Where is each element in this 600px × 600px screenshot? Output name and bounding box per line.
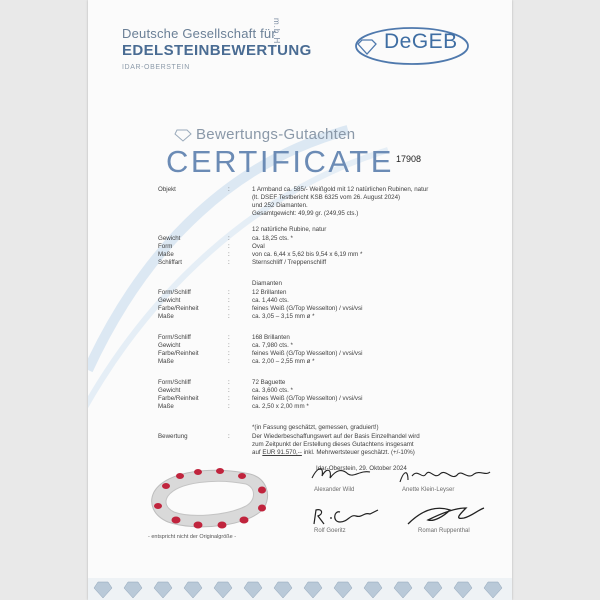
detail-colon: : [228,342,230,349]
detail-value-text: inkl. Mehrwertsteuer geschätzt. (+/-10%) [301,449,415,456]
detail-value: 12 natürliche Rubine, natur [252,226,327,233]
detail-label: Farbe/Reinheit [158,395,199,402]
org-name-line2: EDELSTEINBEWERTUNG [122,42,312,59]
detail-value: Oval [252,243,265,250]
certificate-heading: Bewertungs-Gutachten [196,126,356,143]
detail-value: 1 Armband ca. 585/- Weißgold mit 12 natürlichen Rubinen, natur [252,186,429,193]
detail-value: (lt. DSEF Testbericht KSB 6325 vom 26. August 2024) [252,194,401,201]
detail-label: Farbe/Reinheit [158,350,199,357]
detail-value: ca. 3,05 – 3,15 mm ø * [252,313,315,320]
certificate-sheet [88,0,512,600]
detail-colon: : [228,305,230,312]
detail-value-text: auf [252,449,263,456]
detail-label: Form/Schliff [158,289,191,296]
detail-value: feines Weiß (G/Top Wesselton) / vvsi/vsi [252,395,363,402]
detail-label: Bewertung [158,433,188,440]
detail-colon: : [228,243,230,250]
detail-label: Form [158,243,173,250]
place-date: Idar-Oberstein, 29. Oktober 2024 [316,465,407,472]
detail-value: und 252 Diamanten. [252,202,308,209]
detail-label: Gewicht [158,342,181,349]
detail-value [252,449,415,456]
signature-scribble-1 [308,462,378,484]
signature-scribble-4 [404,502,488,528]
detail-label: Gewicht [158,297,181,304]
detail-colon: : [228,387,230,394]
bracelet-photo [146,462,276,534]
detail-value: 168 Brillanten [252,334,290,341]
detail-colon: : [228,313,230,320]
decorative-gem-strip [88,578,512,600]
detail-label: Maße [158,313,174,320]
detail-value: Sternschliff / Treppenschliff [252,259,327,266]
photo-caption: - entspricht nicht der Originalgröße - [148,534,237,540]
detail-colon: : [228,235,230,242]
signature-name-2: Anette Klein-Leyser [402,487,455,493]
detail-colon: : [228,358,230,365]
org-city: IDAR-OBERSTEIN [122,64,190,71]
org-name-line1: Deutsche Gesellschaft für [122,26,276,41]
detail-value: 12 Brillanten [252,289,287,296]
logo-text: DeGEB [384,30,458,53]
detail-value: ca. 3,600 cts. * [252,387,293,394]
detail-label: Form/Schliff [158,379,191,386]
org-suffix: m.b.H. [272,18,281,48]
detail-label: Gewicht [158,387,181,394]
detail-colon: : [228,395,230,402]
diamond-icon [358,40,376,54]
detail-colon: : [228,379,230,386]
detail-label: Farbe/Reinheit [158,305,199,312]
detail-value: Gesamtgewicht: 49,99 gr. (249,95 cts.) [252,210,359,217]
detail-label: Gewicht [158,235,181,242]
detail-value: 72 Baguette [252,379,286,386]
detail-colon: : [228,350,230,357]
detail-value: feines Weiß (G/Top Wesselton) / vvsi/vsi [252,350,363,357]
detail-colon: : [228,433,230,440]
signature-name-4: Roman Ruppenthal [418,528,470,534]
detail-colon: : [228,297,230,304]
detail-label: Maße [158,358,174,365]
diamond-outline-icon [174,128,194,142]
detail-value: von ca. 6,44 x 5,62 bis 9,54 x 6,19 mm * [252,251,363,258]
detail-value: Diamanten [252,280,282,287]
detail-label: Maße [158,251,174,258]
detail-value: ca. 7,980 cts. * [252,342,293,349]
detail-colon: : [228,289,230,296]
detail-value: feines Weiß (G/Top Wesselton) / vvsi/vsi [252,305,363,312]
detail-value: ca. 2,00 – 2,55 mm ø * [252,358,315,365]
detail-label: Maße [158,403,174,410]
detail-colon: : [228,334,230,341]
signature-scribble-2 [396,464,492,486]
detail-value: Der Wiederbeschaffungswert auf der Basis Einzelhandel wird [252,433,420,440]
valuation-amount: EUR 91.570,-- [262,449,302,456]
signature-scribble-3 [308,504,388,528]
detail-colon: : [228,403,230,410]
detail-value: zum Zeitpunkt der Erstellung dieses Gutachtens insgesamt [252,441,414,448]
certificate-title: CERTIFICATE [166,144,394,179]
detail-colon: : [228,186,230,193]
detail-label: Form/Schliff [158,334,191,341]
detail-label: Objekt [158,186,176,193]
detail-value: ca. 1,440 cts. [252,297,289,304]
signature-name-1: Alexander Wild [314,487,355,493]
signature-name-3: Rolf Goeritz [314,528,346,534]
detail-colon: : [228,259,230,266]
detail-colon: : [228,251,230,258]
certificate-number: 17908 [396,154,422,164]
detail-value: ca. 2,50 x 2,00 mm * [252,403,309,410]
detail-label: Schliffart [158,259,182,266]
detail-value: *(in Fassung geschätzt, gemessen, graduiert!) [252,424,379,431]
detail-value: ca. 18,25 cts. * [252,235,293,242]
